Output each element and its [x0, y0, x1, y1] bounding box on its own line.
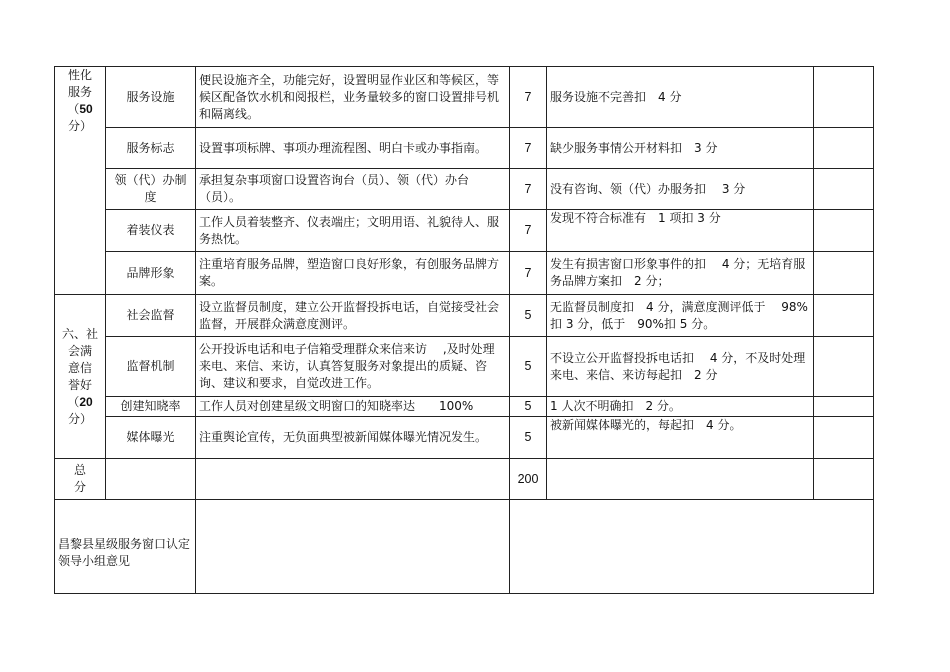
item-score: 7	[510, 252, 547, 295]
item-name: 媒体曝光	[106, 417, 196, 459]
item-score: 7	[510, 169, 547, 210]
blank-cell	[814, 252, 874, 295]
table-row	[55, 67, 874, 128]
item-name: 着装仪表	[106, 210, 196, 252]
table-row	[55, 417, 874, 459]
table-row	[55, 337, 874, 397]
deduction-rule: 缺少服务事情公开材料扣 3 分	[547, 128, 814, 169]
opinion-field[interactable]	[196, 500, 510, 594]
blank-cell	[814, 67, 874, 128]
category-text: 分）	[67, 411, 92, 426]
item-score: 5	[510, 397, 547, 417]
item-score: 5	[510, 417, 547, 459]
category-text: （20	[67, 394, 93, 409]
total-label	[55, 459, 106, 500]
blank-cell	[814, 337, 874, 397]
deduction-rule: 被新闻媒体曝光的，每起扣 4 分。	[547, 417, 814, 459]
category-text: 意信	[67, 360, 92, 375]
item-score: 5	[510, 337, 547, 397]
table-row	[55, 169, 874, 210]
category-text: 六、社	[61, 326, 98, 341]
item-score: 7	[510, 210, 547, 252]
item-content: 承担复杂事项窗口设置咨询台（员）、领（代）办台（员）。	[196, 169, 510, 210]
deduction-rule: 1 人次不明确扣 2 分。	[547, 397, 814, 417]
category-text: 会满	[67, 343, 92, 358]
opinion-row	[55, 500, 874, 594]
item-score: 7	[510, 67, 547, 128]
category-cell	[55, 295, 106, 459]
blank-cell	[814, 169, 874, 210]
item-name: 社会监督	[106, 295, 196, 337]
item-content: 工作人员着装整齐、仪表端庄；文明用语、礼貌待人、服务热忱。	[196, 210, 510, 252]
item-content: 公开投诉电话和电子信箱受理群众来信来访 ,及时处理来电、来信、来访，认真答复服务对象提出的质疑、咨询、建议和要求，自觉改进工作。	[196, 337, 510, 397]
blank-cell	[814, 397, 874, 417]
item-content: 设立监督员制度，建立公开监督投拆电话，自觉接受社会监督，开展群众满意度测评。	[196, 295, 510, 337]
item-content: 工作人员对创建星级文明窗口的知晓率达 100%	[196, 397, 510, 417]
category-cell	[55, 67, 106, 295]
deduction-rule: 服务设施不完善扣 4 分	[547, 67, 814, 128]
blank-cell	[814, 417, 874, 459]
opinion-label: 昌黎县星级服务窗口认定领导小组意见	[55, 500, 196, 594]
item-name: 创建知晓率	[106, 397, 196, 417]
category-text: 性化	[67, 68, 92, 82]
category-score: 50	[79, 102, 93, 116]
total-row	[55, 459, 874, 500]
category-text: （50	[67, 102, 93, 116]
total-label-text: 分	[73, 480, 86, 494]
evaluation-table	[54, 66, 874, 594]
deduction-rule: 发现不符合标准有 1 项扣 3 分	[547, 210, 814, 252]
item-name: 领（代）办制度	[106, 169, 196, 210]
table-row	[55, 210, 874, 252]
table-row	[55, 295, 874, 337]
blank-cell	[547, 459, 814, 500]
item-score: 7	[510, 128, 547, 169]
item-content: 注重培育服务品牌，塑造窗口良好形象，有创服务品牌方案。	[196, 252, 510, 295]
category-text: 分）	[67, 119, 92, 133]
blank-cell	[814, 210, 874, 252]
total-score: 200	[510, 459, 547, 500]
item-name: 品牌形象	[106, 252, 196, 295]
item-content: 注重舆论宣传，无负面典型被新闻媒体曝光情况发生。	[196, 417, 510, 459]
item-content: 便民设施齐全，功能完好，设置明显作业区和等候区，等候区配备饮水机和阅报栏，业务量较多的窗口设置排号机和隔离线。	[196, 67, 510, 128]
category-text: 誉好	[67, 377, 92, 392]
blank-cell	[510, 500, 874, 594]
blank-cell	[196, 459, 510, 500]
total-label-text: 总	[73, 463, 86, 477]
table-row	[55, 252, 874, 295]
blank-cell	[814, 459, 874, 500]
item-name: 服务设施	[106, 67, 196, 128]
category-text: 服务	[67, 85, 92, 99]
item-content: 设置事项标牌、事项办理流程图、明白卡或办事指南。	[196, 128, 510, 169]
deduction-rule: 没有咨询、领（代）办服务扣 3 分	[547, 169, 814, 210]
blank-cell	[814, 128, 874, 169]
category-score: 20	[79, 394, 93, 409]
item-name: 服务标志	[106, 128, 196, 169]
deduction-rule: 无监督员制度扣 4 分，满意度测评低于 98%扣 3 分，低于 90%扣 5 分。	[547, 295, 814, 337]
item-name: 监督机制	[106, 337, 196, 397]
deduction-rule: 发生有损害窗口形象事件的扣 4 分；无培育服务品牌方案扣 2 分；	[547, 252, 814, 295]
table-row	[55, 397, 874, 417]
table-row	[55, 128, 874, 169]
item-score: 5	[510, 295, 547, 337]
deduction-rule: 不设立公开监督投拆电话扣 4 分，不及时处理来电、来信、来访每起扣 2 分	[547, 337, 814, 397]
blank-cell	[814, 295, 874, 337]
blank-cell	[106, 459, 196, 500]
